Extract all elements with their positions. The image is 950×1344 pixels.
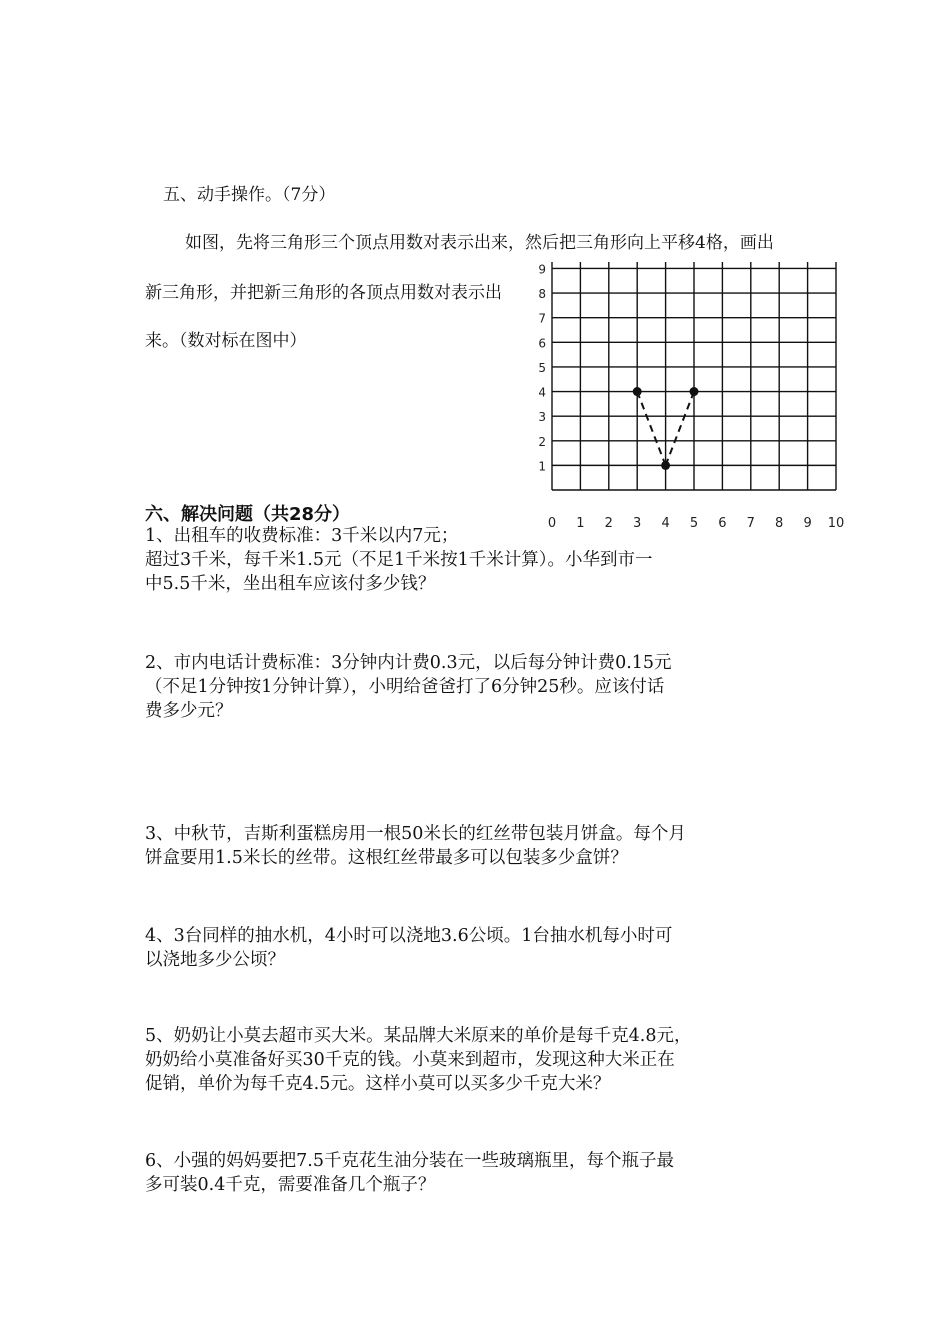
question-3-line-2: 饼盒要用1.5米长的丝带。这根红丝带最多可以包装多少盒饼？ xyxy=(145,848,628,868)
triangle-vertex-point xyxy=(633,387,642,396)
x-tick-label: 5 xyxy=(689,516,699,531)
question-2-line-1: 2、市内电话计费标准：3分钟内计费0.3元，以后每分钟计费0.15元 xyxy=(145,653,672,673)
triangle-edge-dashed xyxy=(666,392,694,466)
question-3-line-1: 3、中秋节，吉斯利蛋糕房用一根50米长的红丝带包装月饼盒。每个月 xyxy=(145,824,686,844)
y-tick-label: 9 xyxy=(538,262,546,277)
y-tick-label: 1 xyxy=(538,459,546,474)
question-1 xyxy=(145,524,813,596)
x-tick-label: 0 xyxy=(547,516,557,531)
question-2-line-3: 费多少元？ xyxy=(145,701,233,721)
question-3 xyxy=(145,822,813,870)
y-tick-label: 8 xyxy=(538,287,546,302)
y-tick-label: 5 xyxy=(538,360,546,375)
question-1-line-3: 中5.5千米，坐出租车应该付多少钱？ xyxy=(145,574,436,594)
question-4 xyxy=(145,924,813,972)
x-tick-label: 6 xyxy=(718,516,727,531)
x-tick-label: 2 xyxy=(604,516,613,531)
question-6-line-1: 6、小强的妈妈要把7.5千克花生油分装在一些玻璃瓶里，每个瓶子最 xyxy=(145,1151,674,1171)
coordinate-grid xyxy=(530,262,850,534)
section5-heading: 五、动手操作。（7分） xyxy=(163,185,336,205)
question-6 xyxy=(145,1149,813,1197)
triangle-vertex-point xyxy=(690,387,699,396)
section5-instruction-line-3: 来。（数对标在图中） xyxy=(145,331,307,351)
x-tick-label: 3 xyxy=(633,516,642,531)
question-1-line-2: 超过3千米，每千米1.5元（不足1千米按1千米计算）。小华到市一 xyxy=(145,550,653,570)
y-tick-label: 3 xyxy=(538,410,546,425)
question-2 xyxy=(145,651,813,723)
x-tick-label: 7 xyxy=(746,516,755,531)
x-tick-label: 4 xyxy=(661,516,670,531)
x-tick-label: 1 xyxy=(576,516,585,531)
x-tick-label: 10 xyxy=(827,516,845,531)
triangle-vertex-point xyxy=(661,461,670,470)
question-6-line-2: 多可装0.4千克，需要准备几个瓶子？ xyxy=(145,1175,436,1195)
x-tick-label: 9 xyxy=(803,516,812,531)
question-4-line-1: 4、3台同样的抽水机，4小时可以浇地3.6公顷。1台抽水机每小时可 xyxy=(145,926,673,946)
question-5-line-1: 5、奶奶让小莫去超市买大米。某品牌大米原来的单价是每千克4.8元， xyxy=(145,1026,692,1046)
triangle-edge-dashed xyxy=(637,392,665,466)
x-tick-label: 8 xyxy=(775,516,784,531)
section5-instruction-line-2: 新三角形，并把新三角形的各顶点用数对表示出 xyxy=(145,283,502,303)
section5-instruction-line-1: 如图，先将三角形三个顶点用数对表示出来，然后把三角形向上平移4格，画出 xyxy=(185,233,774,253)
question-4-line-2: 以浇地多少公顷？ xyxy=(145,950,285,970)
section6-heading: 六、解决问题（共28分） xyxy=(145,504,351,525)
question-2-line-2: （不足1分钟按1分钟计算），小明给爸爸打了6分钟25秒。应该付话 xyxy=(145,677,665,697)
y-tick-label: 7 xyxy=(538,311,546,326)
y-tick-label: 2 xyxy=(538,434,546,449)
question-5 xyxy=(145,1024,813,1096)
question-1-line-1: 1、出租车的收费标准：3千米以内7元； xyxy=(145,526,459,546)
question-5-line-2: 奶奶给小莫准备好买30千克的钱。小莫来到超市，发现这种大米正在 xyxy=(145,1050,675,1070)
y-tick-label: 4 xyxy=(538,385,546,400)
y-tick-label: 6 xyxy=(538,336,546,351)
question-5-line-3: 促销，单价为每千克4.5元。这样小莫可以买多少千克大米？ xyxy=(145,1074,611,1094)
